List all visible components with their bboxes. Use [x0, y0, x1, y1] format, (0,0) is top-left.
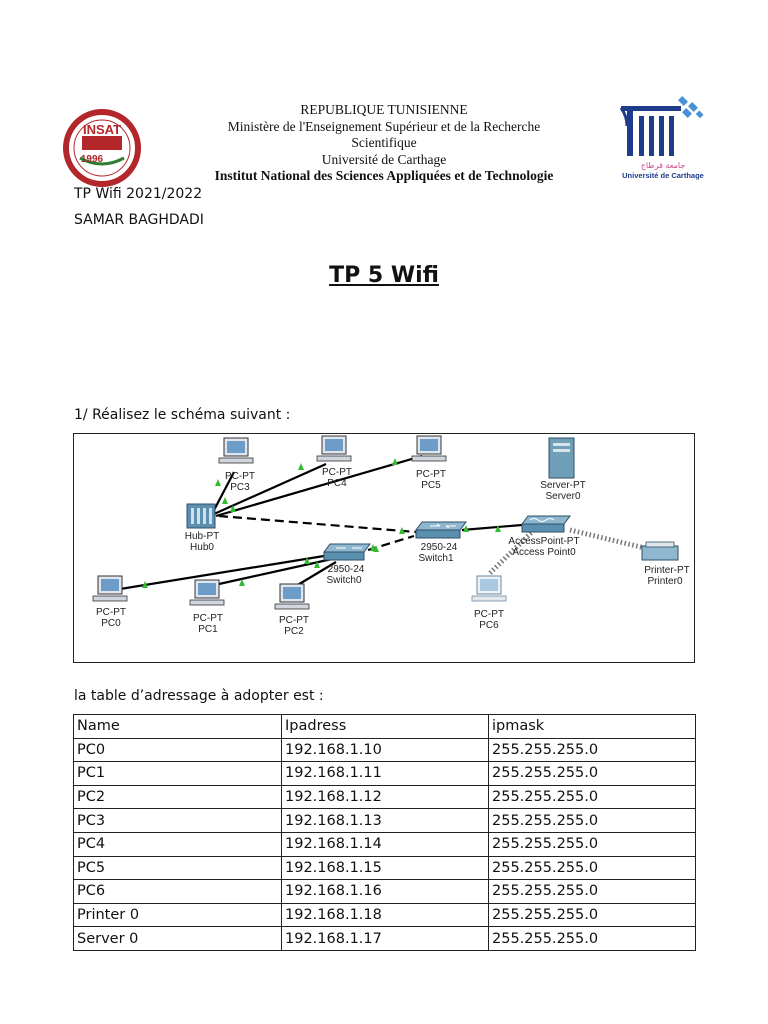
link-indicator — [215, 479, 221, 486]
cell-name: PC5 — [74, 856, 282, 880]
hub0-type-label: Hub-PT — [184, 531, 220, 542]
cell-mask: 255.255.255.0 — [489, 832, 696, 856]
pc5-label: PC5 — [421, 480, 441, 491]
cell-ip: 192.168.1.13 — [282, 809, 489, 833]
pc6-label: PC6 — [479, 620, 499, 631]
pc2-type-label: PC-PT — [279, 615, 309, 626]
insat-logo-year: 1996 — [80, 154, 104, 165]
switch1-device[interactable] — [416, 522, 466, 564]
header-ministry-cont: Scientifique — [351, 135, 417, 150]
cell-name: PC4 — [74, 832, 282, 856]
pc1-label: PC1 — [198, 624, 218, 635]
header-university: Université de Carthage — [321, 151, 447, 167]
switch1-type-label: 2950-24 — [420, 542, 458, 553]
cell-mask: 255.255.255.0 — [489, 903, 696, 927]
cell-ip: 192.168.1.14 — [282, 832, 489, 856]
cell-mask: 255.255.255.0 — [489, 738, 696, 762]
table-row — [74, 738, 696, 762]
pc1-type-label: PC-PT — [193, 613, 223, 624]
table-row — [74, 903, 696, 927]
cell-mask: 255.255.255.0 — [489, 762, 696, 786]
cell-ip: 192.168.1.11 — [282, 762, 489, 786]
cell-ip: 192.168.1.12 — [282, 785, 489, 809]
cell-name: PC6 — [74, 880, 282, 904]
cell-name: PC2 — [74, 785, 282, 809]
cell-ip: 192.168.1.18 — [282, 903, 489, 927]
addressing-table — [73, 714, 696, 951]
header-ipadress: Ipadress — [282, 715, 489, 739]
table-row — [74, 809, 696, 833]
cell-ip: 192.168.1.17 — [282, 927, 489, 951]
pc3-device[interactable] — [219, 438, 255, 493]
switch0-device[interactable] — [324, 544, 370, 586]
printer0-label: Printer0 — [647, 576, 683, 587]
access-point0-label: Access Point0 — [512, 547, 576, 558]
cell-mask: 255.255.255.0 — [489, 927, 696, 951]
switch0-label: Switch0 — [326, 575, 362, 586]
link-indicator — [392, 458, 398, 465]
pc6-device[interactable] — [472, 576, 506, 631]
cell-ip: 192.168.1.16 — [282, 880, 489, 904]
cell-ip: 192.168.1.15 — [282, 856, 489, 880]
table-row — [74, 785, 696, 809]
table-row — [74, 927, 696, 951]
table-header-row — [74, 715, 696, 739]
table-row — [74, 856, 696, 880]
hub0-label: Hub0 — [190, 542, 214, 553]
question-text: 1/ Réalisez le schéma suivant : — [74, 407, 291, 423]
pc5-device[interactable] — [412, 436, 446, 491]
switch0-type-label: 2950-24 — [327, 564, 365, 575]
pc4-type-label: PC-PT — [322, 467, 352, 478]
header-republic: REPUBLIQUE TUNISIENNE — [300, 102, 468, 117]
network-diagram-canvas — [74, 434, 694, 662]
server0-type-label: Server-PT — [540, 480, 586, 491]
cell-name: Printer 0 — [74, 903, 282, 927]
header-ipmask: ipmask — [489, 715, 696, 739]
pc0-label: PC0 — [101, 618, 121, 629]
cell-mask: 255.255.255.0 — [489, 785, 696, 809]
switch1-label: Switch1 — [418, 553, 454, 564]
pc1-device[interactable] — [190, 580, 224, 635]
universite-carthage-logo — [617, 96, 709, 184]
hub0-device[interactable] — [185, 504, 219, 553]
link-indicator — [298, 463, 304, 470]
cell-mask: 255.255.255.0 — [489, 856, 696, 880]
network-diagram — [73, 433, 695, 663]
insat-logo-text: INSAT — [82, 122, 122, 137]
cell-name: PC0 — [74, 738, 282, 762]
pc3-type-label: PC-PT — [225, 471, 255, 482]
universite-carthage-logo-text: Université de Carthage — [622, 171, 704, 180]
access-point0-type-label: AccessPoint-PT — [508, 536, 580, 547]
table-intro-text: la table d’adressage à adopter est : — [74, 688, 324, 704]
table-row — [74, 880, 696, 904]
link-switch1-ap — [462, 525, 522, 530]
pc2-label: PC2 — [284, 626, 304, 637]
pc4-label: PC4 — [327, 478, 347, 489]
pc5-type-label: PC-PT — [416, 469, 446, 480]
course-label: TP Wifi 2021/2022 — [74, 186, 203, 202]
pc0-type-label: PC-PT — [96, 607, 126, 618]
header-name: Name — [74, 715, 282, 739]
document-header — [150, 102, 618, 185]
server0-label: Server0 — [545, 491, 581, 502]
cell-mask: 255.255.255.0 — [489, 880, 696, 904]
cell-name: Server 0 — [74, 927, 282, 951]
cell-name: PC3 — [74, 809, 282, 833]
cell-mask: 255.255.255.0 — [489, 809, 696, 833]
page-title: TP 5 Wifi — [329, 263, 439, 288]
insat-logo — [52, 108, 156, 188]
header-ministry: Ministère de l'Enseignement Supérieur et de la Recherche — [227, 118, 541, 134]
link-indicator — [222, 497, 228, 504]
insat-seal-icon — [52, 108, 156, 188]
wireless-ap-printer — [570, 530, 649, 549]
cell-name: PC1 — [74, 762, 282, 786]
printer0-type-label: Printer-PT — [644, 565, 690, 576]
printer0-device[interactable] — [642, 542, 690, 587]
table-row — [74, 832, 696, 856]
author-name: SAMAR BAGHDADI — [74, 212, 204, 228]
cell-ip: 192.168.1.10 — [282, 738, 489, 762]
universite-carthage-arabic: جامعة قرطاج — [640, 161, 686, 170]
pc4-device[interactable] — [317, 436, 352, 489]
access-point0-device[interactable] — [508, 516, 579, 558]
link-hub-switch1 — [219, 516, 416, 532]
table-row — [74, 762, 696, 786]
pc2-device[interactable] — [275, 584, 309, 637]
pc0-device[interactable] — [93, 576, 127, 629]
pc6-type-label: PC-PT — [474, 609, 504, 620]
universite-carthage-logo-icon — [617, 96, 709, 184]
header-institute: Institut National des Sciences Appliquées et de Technologie — [214, 168, 554, 183]
server0-device[interactable] — [540, 438, 586, 502]
pc3-label: PC3 — [230, 482, 250, 493]
